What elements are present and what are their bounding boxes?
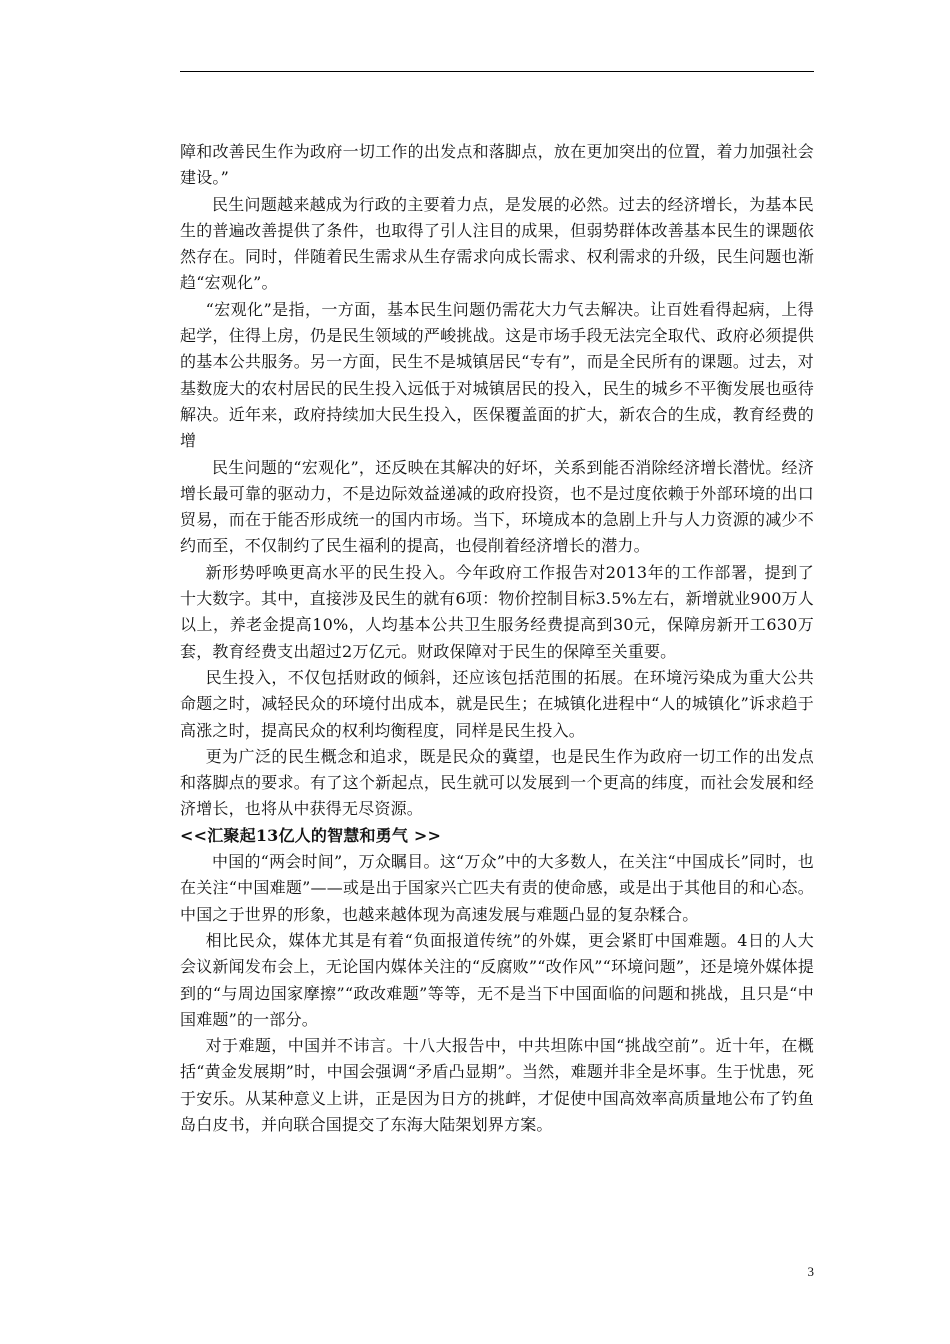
- paragraph: 新形势呼唤更高水平的民生投入。今年政府工作报告对2013年的工作部署，提到了十大数字。其中，直接涉及民生的就有6项：物价控制目标3.5%左右，新增就业900万人以上，养老金提高10%，人均基本公共卫生服务经费提高到30元，保障房新开工630万套，教育经费支出超过2万亿元。财政保障对于民生的保障至关重要。: [180, 562, 814, 661]
- paragraph: 民生投入，不仅包括财政的倾斜，还应该包括范围的拓展。在环境污染成为重大公共命题之时，减轻民众的环境付出成本，就是民生；在城镇化进程中“人的城镇化”诉求趋于高涨之时，提高民众的权利均衡程度，同样是民生投入。: [180, 667, 814, 740]
- paragraph: 障和改善民生作为政府一切工作的出发点和落脚点，放在更加突出的位置，着力加强社会建设。”: [180, 142, 814, 188]
- paragraph: 相比民众，媒体尤其是有着“负面报道传统”的外媒，更会紧盯中国难题。4日的人大会议新闻发布会上，无论国内媒体关注的“反腐败”“改作风”“环境问题”，还是境外媒体提到的“与周边国家摩擦”“政改难题”等等，无不是当下中国面临的问题和挑战，且只是“中国难题”的一部分。: [180, 930, 814, 1029]
- document-body: [180, 139, 814, 1138]
- paragraph: 中国的“两会时间”，万众瞩目。这“万众”中的大多数人，在关注“中国成长”同时，也在关注“中国难题”——或是出于国家兴亡匹夫有责的使命感，或是出于其他目的和心态。中国之于世界的形象，也越来越体现为高速发展与难题凸显的复杂糅合。: [180, 852, 814, 924]
- page-number: 3: [807, 1264, 814, 1279]
- paragraph: 民生问题的“宏观化”，还反映在其解决的好坏，关系到能否消除经济增长潜忧。经济增长最可靠的驱动力，不是边际效益递减的政府投资，也不是过度依赖于外部环境的出口贸易，而在于能否形成统一的国内市场。当下，环境成本的急剧上升与人力资源的减少不约而至，不仅制约了民生福利的提高，也侵削着经济增长的潜力。: [180, 457, 814, 556]
- header-rule: [180, 71, 814, 72]
- section-title: <<汇聚起13亿人的智慧和勇气 >>: [180, 825, 442, 845]
- paragraph: 更为广泛的民生概念和追求，既是民众的冀望，也是民生作为政府一切工作的出发点和落脚点的要求。有了这个新起点，民生就可以发展到一个更高的纬度，而社会发展和经济增长，也将从中获得无尽资源。: [180, 746, 814, 819]
- paragraph: “宏观化”是指，一方面，基本民生问题仍需花大力气去解决。让百姓看得起病，上得起学，住得上房，仍是民生领域的严峻挑战。这是市场手段无法完全取代、政府必须提供的基本公共服务。另一方面，民生不是城镇居民“专有”，而是全民所有的课题。过去，对基数庞大的农村居民的民生投入远低于对城镇居民的投入，民生的城乡不平衡发展也亟待解决。近年来，政府持续加大民生投入，医保覆盖面的扩大，新农合的生成，教育经费的增: [180, 299, 814, 451]
- paragraph: 民生问题越来越成为行政的主要着力点，是发展的必然。过去的经济增长，为基本民生的普遍改善提供了条件，也取得了引人注目的成果，但弱势群体改善基本民生的课题依然存在。同时，伴随着民生需求从生存需求向成长需求、权利需求的升级，民生问题也渐趋“宏观化”。: [180, 194, 814, 293]
- paragraph: 对于难题，中国并不讳言。十八大报告中，中共坦陈中国“挑战空前”。近十年，在概括“黄金发展期”时，中国会强调“矛盾凸显期”。当然，难题并非全是坏事。生于忧患，死于安乐。从某种意义上讲，正是因为日方的挑衅，才促使中国高效率高质量地公布了钓鱼岛白皮书，并向联合国提交了东海大陆架划界方案。: [180, 1036, 814, 1134]
